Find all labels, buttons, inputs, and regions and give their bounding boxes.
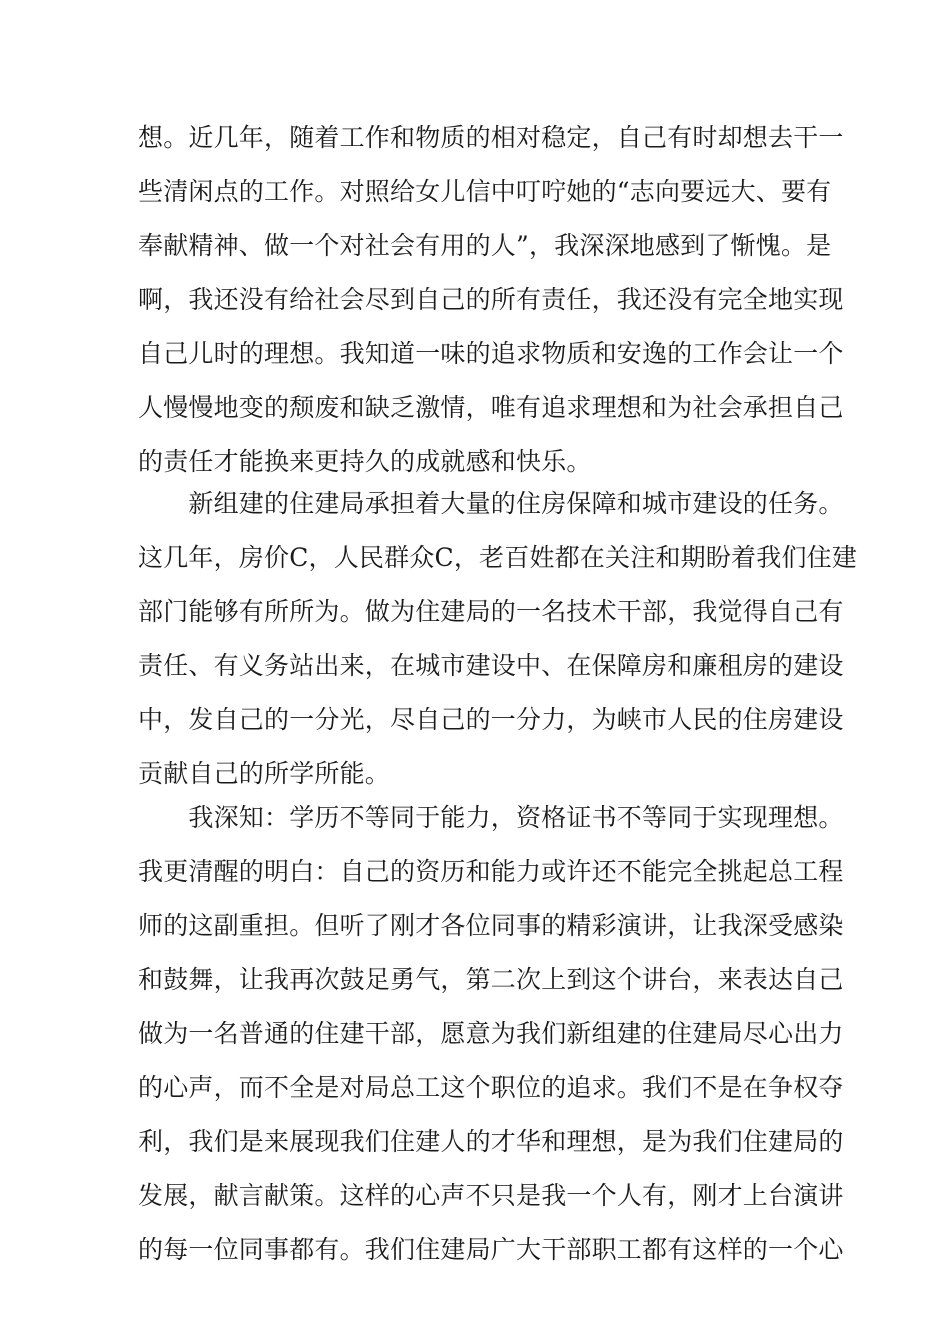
- text-line: 发展，献言献策。这样的心声不只是我一个人有，刚才上台演讲: [138, 1181, 844, 1210]
- text-line: 些清闲点的工作。对照给女儿信中叮咛她的“志向要远大、要有: [138, 177, 832, 206]
- paragraph-2: [138, 477, 858, 801]
- text-line: 的心声，而不全是对局总工这个职位的追求。我们不是在争权夺: [138, 1073, 844, 1102]
- text-line: 责任、有义务站出来，在城市建设中、在保障房和廉租房的建设: [138, 651, 844, 680]
- text-line: 自己儿时的理想。我知道一味的追求物质和安逸的工作会让一个: [138, 339, 844, 368]
- text-line: 师的这副重担。但听了刚才各位同事的精彩演讲，让我深受感染: [138, 911, 844, 940]
- text-line: 我更清醒的明白：自己的资历和能力或许还不能完全挑起总工程: [138, 857, 844, 886]
- text-line: 的责任才能换来更持久的成就感和快乐。: [138, 447, 592, 476]
- text-line: 贡献自己的所学所能。: [138, 759, 391, 788]
- text-line: 做为一名普通的住建干部，愿意为我们新组建的住建局尽心出力: [138, 1019, 844, 1048]
- text-line: 这几年，房价C，人民群众C，老百姓都在关注和期盼着我们住建: [138, 543, 858, 572]
- text-line: 的每一位同事都有。我们住建局广大干部职工都有这样的一个心: [138, 1235, 844, 1264]
- paragraph-3: [138, 791, 844, 1277]
- text-line: 想。近几年，随着工作和物质的相对稳定，自己有时却想去干一: [138, 123, 844, 152]
- text-line: 中，发自己的一分光，尽自己的一分力，为峡市人民的住房建设: [138, 705, 844, 734]
- text-line: 我深知：学历不等同于能力，资格证书不等同于实现理想。: [138, 803, 844, 832]
- text-line: 利，我们是来展现我们住建人的才华和理想，是为我们住建局的: [138, 1127, 844, 1156]
- text-line: 奉献精神、做一个对社会有用的人”，我深深地感到了惭愧。是: [138, 231, 832, 260]
- paragraph-1: [138, 111, 844, 489]
- text-line: 新组建的住建局承担着大量的住房保障和城市建设的任务。: [138, 489, 844, 518]
- text-line: 部门能够有所所为。做为住建局的一名技术干部，我觉得自己有: [138, 597, 844, 626]
- text-line: 和鼓舞，让我再次鼓足勇气，第二次上到这个讲台，来表达自己: [138, 965, 844, 994]
- text-line: 啊，我还没有给社会尽到自己的所有责任，我还没有完全地实现: [138, 285, 844, 314]
- text-line: 人慢慢地变的颓废和缺乏激情，唯有追求理想和为社会承担自己: [138, 393, 844, 422]
